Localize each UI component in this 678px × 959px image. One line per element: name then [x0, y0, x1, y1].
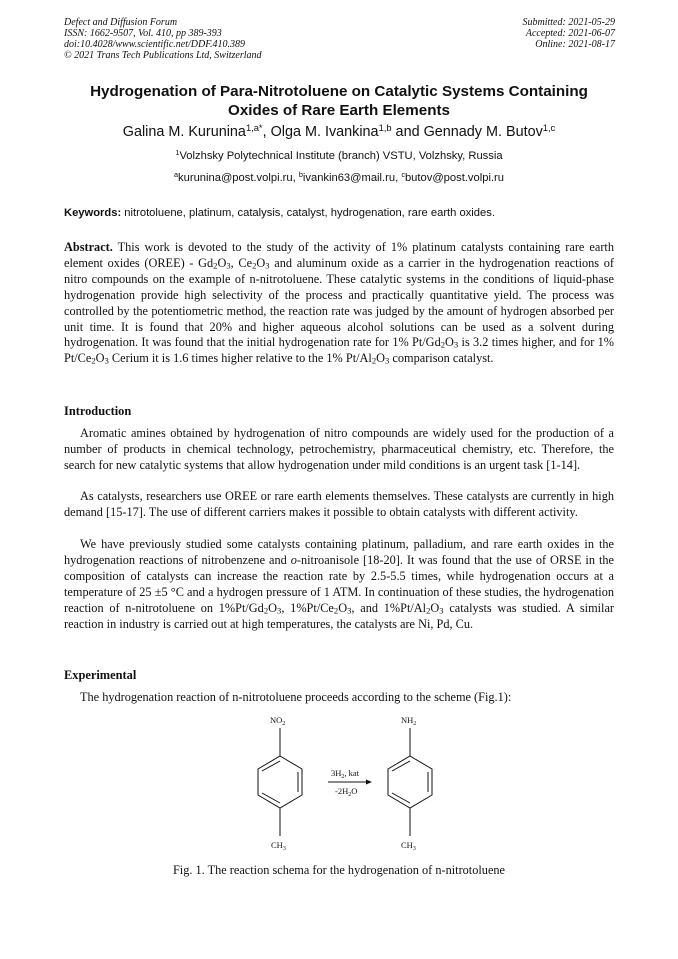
product-methyl-label: $CH_3$	[401, 840, 416, 852]
paper-title	[60, 82, 618, 120]
submission-dates	[523, 17, 616, 50]
subscript: 2	[440, 340, 446, 351]
subscript: 2	[91, 356, 96, 367]
journal-issn: ISSN: 1662-9507, Vol. 410, pp 389-393	[64, 28, 222, 39]
italic-text: o	[290, 552, 297, 567]
email-link[interactable]: kurunina@post.volpi.ru	[178, 172, 293, 184]
abstract-text: This work is devoted to the study of the activity of 1% platinum catalysts containing rare earth element oxides (OREE) - Gd	[64, 240, 614, 270]
experimental-paragraph-1: The hydrogenation reaction of n-nitrotoluene proceeds according to the scheme (Fig.1):	[80, 690, 512, 704]
abstract-text: O	[256, 255, 266, 270]
subscript: 2	[213, 260, 218, 271]
author-emails: $^a$kurunina@post.volpi.ru, $^b$ivankin63@mail.ru, $^c$butov@post.volpi.ru	[173, 170, 504, 184]
journal-info	[64, 17, 262, 61]
keywords-text: nitrotoluene, platinum, catalysis, catalyst, hydrogenation, rare earth oxides.	[121, 207, 495, 219]
abstract-text: , Ce	[230, 255, 253, 270]
affiliation	[40, 149, 638, 163]
intro-paragraph-2: As catalysts, researchers use OREE or rare earth elements themselves. These catalysts are currently in high demand [15-17]. The use of different carriers makes it possible to obtain catalysts with different activity.	[64, 489, 614, 519]
subscript: 3	[277, 605, 282, 616]
keywords-label: Keywords:	[64, 207, 122, 219]
email-mark: b	[298, 170, 303, 179]
paragraph-text: -nitroanisole [18-20]. It was found that the use of ORSE in the composition of catalysts can increase the reaction rate by 2.5-5.5 times, while hydrogenation occurs at a temperature of 25 ±5 °C and a hydrogen pressure of 1 ATM. In continuation of these studies, the hydrogenation reaction of n-nitrotoluene on 1%Pt/Gd	[64, 552, 614, 615]
author-affiliation-mark: 1,a*	[245, 122, 263, 133]
intro-paragraph-3	[64, 537, 614, 632]
abstract	[64, 240, 614, 367]
online-date: Online: 2021-08-17	[535, 39, 615, 50]
author-affiliation-mark: 1,c	[542, 122, 556, 133]
abstract-text: O	[445, 335, 454, 350]
subscript: 3	[439, 605, 444, 616]
paragraph-text: , 1%Pt/Ce	[281, 600, 334, 615]
author-name: Olga M. Ivankina	[270, 124, 379, 140]
abstract-text: O	[217, 255, 227, 270]
subscript: 3	[226, 260, 231, 271]
abstract-label: Abstract.	[64, 240, 113, 254]
reactant-nitro-label: $NO_2$	[270, 715, 286, 727]
subscript: 3	[104, 356, 109, 367]
product-benzene-ring	[388, 728, 432, 836]
submitted-date: Submitted: 2021-05-29	[522, 17, 615, 28]
abstract-text: O	[376, 351, 386, 366]
journal-copyright: © 2021 Trans Tech Publications Ltd, Switzerland	[64, 50, 262, 61]
email-link[interactable]: ivankin63@mail.ru	[302, 172, 396, 184]
author-list	[40, 123, 638, 141]
keywords	[64, 206, 616, 220]
subscript: 3	[265, 260, 270, 271]
author-separator: ,	[262, 124, 271, 140]
paragraph-text: O	[430, 600, 440, 615]
author-name: Gennady M. Butov	[423, 124, 543, 140]
subscript: 2	[371, 356, 377, 367]
paragraph-text: O	[268, 600, 278, 615]
email-mark: c	[401, 170, 405, 179]
paragraph-text: We have previously studied some catalysts containing platinum, palladium, and rare earth oxides in the hydrogenation reactions of nitrobenzene and	[64, 537, 614, 567]
paper-title-line-1: Hydrogenation of Para-Nitrotoluene on Catalytic Systems Containing	[90, 83, 588, 100]
subscript: 2	[252, 260, 257, 271]
paragraph-text: O	[338, 600, 348, 615]
accepted-date: Accepted: 2021-06-07	[525, 28, 615, 39]
subscript: 3	[347, 605, 352, 616]
paragraph-text: , and 1%Pt/Al	[351, 600, 427, 615]
section-heading-introduction: Introduction	[64, 404, 132, 418]
subscript: 2	[263, 605, 269, 616]
abstract-text: O	[95, 351, 105, 366]
email-mark: a	[173, 170, 179, 179]
abstract-text: comparison catalyst.	[389, 351, 494, 366]
figure-caption: Fig. 1. The reaction schema for the hydrogenation of n-nitrotoluene	[172, 863, 506, 877]
subscript: 2	[426, 605, 431, 616]
abstract-text: and aluminum oxide as a carrier in the hydrogenation reactions of nitro compounds on the example of n-nitrotoluene. These catalytic systems in the conditions of liquid-phase hydrogenation provide high selectivity of the process and practically quantitative yield. The process was controlled by the potentiometric method, the reaction rate was judged by the amount of hydrogen absorbed per unit time. It is found that 20% and higher aqueous alcohol solutions can be used as a solvent during hydrogenation. It was found that the initial hydrogenation rate for 1% Pt/Gd	[64, 255, 615, 350]
intro-paragraph-1: Aromatic amines obtained by hydrogenation of nitro compounds are widely used for the production of a number of products in chemical technology, petrochemistry, pharmaceutical chemistry, etc. Therefore, the search for new catalytic systems that allow hydrogenation under mild conditions is an urgent task [1-14].	[64, 426, 614, 472]
affiliation-mark: 1	[175, 148, 180, 157]
abstract-text: Cerium it is 1.6 times higher relative to the 1% Pt/Al	[108, 351, 372, 366]
author-separator: and	[391, 124, 424, 140]
paragraph-text: catalysts was studied. A similar reaction in industry is carried out at high temperatures, the catalysts are Ni, Pd, Cu.	[64, 600, 615, 631]
abstract-text: is 3.2 times higher, and for 1% Pt/Ce	[64, 335, 614, 366]
paper-title-line-2: Oxides of Rare Earth Elements	[228, 102, 450, 119]
product-amino-label: $NH_2$	[401, 715, 417, 727]
author-name: Galina M. Kurunina	[122, 124, 246, 140]
reactant-methyl-label: $CH_3$	[271, 840, 286, 852]
subscript: 3	[385, 356, 390, 367]
email-link[interactable]: butov@post.volpi.ru	[404, 172, 504, 184]
subscript: 3	[453, 340, 459, 351]
reaction-byproduct-label: $-2H_2O$	[335, 786, 358, 798]
section-heading-experimental: Experimental	[64, 668, 137, 682]
journal-doi: doi:10.4028/www.scientific.net/DDF.410.389	[64, 39, 246, 50]
affiliation-text: Volzhsky Polytechnical Institute (branch) VSTU, Volzhsky, Russia	[179, 150, 503, 162]
reaction-scheme-figure	[240, 710, 440, 860]
reactant-benzene-ring	[258, 728, 302, 836]
journal-name: Defect and Diffusion Forum	[64, 17, 178, 28]
author-affiliation-mark: 1,b	[378, 122, 392, 133]
reaction-reagent-label: $3H_2$, kat	[331, 768, 360, 780]
reaction-arrow	[328, 780, 372, 785]
subscript: 2	[333, 605, 339, 616]
